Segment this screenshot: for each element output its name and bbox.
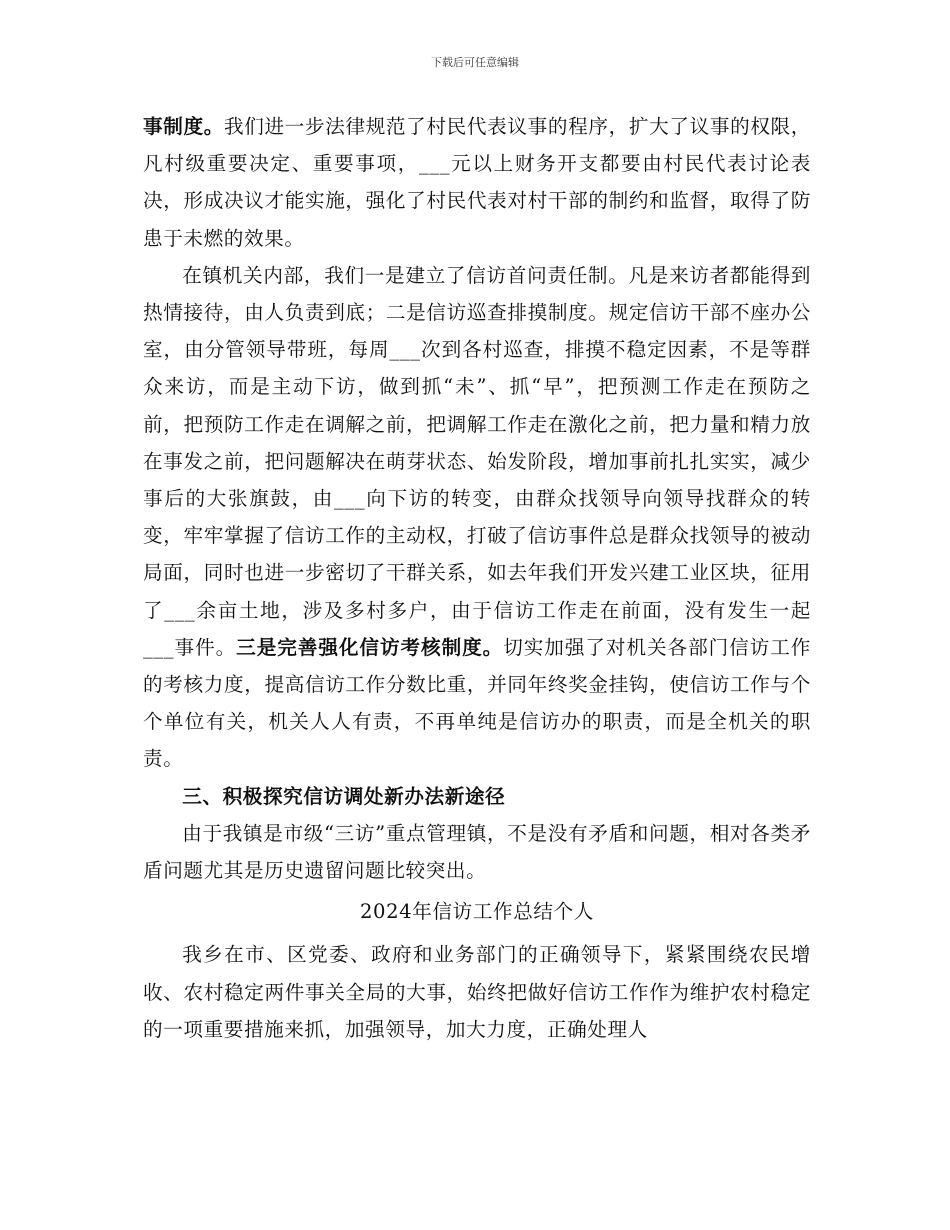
paragraph-conflicts: 由于我镇是市级“三访”重点管理镇，不是没有矛盾和问题，相对各类矛盾问题尤其是历史遗留问题比较突出。 bbox=[143, 821, 811, 883]
section-heading: 三、积极探究信访调处新办法新途径 bbox=[182, 784, 506, 808]
paragraph-village-rules bbox=[143, 108, 811, 257]
page-header-note: 下载后可任意编辑 bbox=[431, 56, 519, 69]
bold-lead-text: 事制度。 bbox=[143, 115, 224, 138]
paragraph-internal-system bbox=[143, 257, 811, 778]
paragraph-summary-intro: 我乡在市、区党委、政府和业务部门的正确领导下，紧紧围绕农民增收、农村稳定两件事关全局的大事，始终把做好信访工作作为维护农村稳定的一项重要措施来抓，加强领导，加大力度，正确处理人 bbox=[143, 943, 811, 1041]
document-body bbox=[143, 108, 811, 1048]
paragraph-text: 我们进一步法律规范了村民代表议事的程序，扩大了议事的权限，凡村级重要决定、重要事项，___元以上财务开支都要由村民代表讨论表决，形成决议才能实施，强化了村民代表对村干部的制约和监督，取得了防患于未燃的效果。 bbox=[143, 115, 811, 250]
bold-inline-heading: 三是完善强化信访考核制度。 bbox=[236, 635, 504, 659]
document-title: 2024年信访工作总结个人 bbox=[359, 900, 594, 924]
paragraph-text: 在镇机关内部，我们一是建立了信访首问责任制。凡是来访者都能得到热情接待，由人负责到底；二是信访巡查排摸制度。规定信访干部不座办公室，由分管领导带班，每周___次到各村巡查，排摸不稳定因素，不是等群众来访，而是主动下访，做到抓“未”、抓“早”，把预测工作走在预防之前，把预防工作走在调解之前，把调解工作走在激化之前，把力量和精力放在事发之前，把问题解决在萌芽状态、始发阶段，增加事前扎扎实实，减少事后的大张旗鼓，由___向下访的转变，由群众找领导向领导找群众的转变，牢牢掌握了信访工作的主动权，打破了信访事件总是群众找领导的被动局面，同时也进一步密切了干群关系，如去年我们开发兴建工业区块，征用了___余亩土地，涉及多村多户，由于信访工作走在前面，没有发生一起___事件。 bbox=[143, 263, 811, 659]
paragraph-text-continued: 切实加强了对机关各部门信访工作的考核力度，提高信访工作分数比重，并同年终奖金挂钩，使信访工作与个个单位有关，机关人人有责，不再单纯是信访办的职责，而是全机关的职责。 bbox=[143, 635, 811, 771]
